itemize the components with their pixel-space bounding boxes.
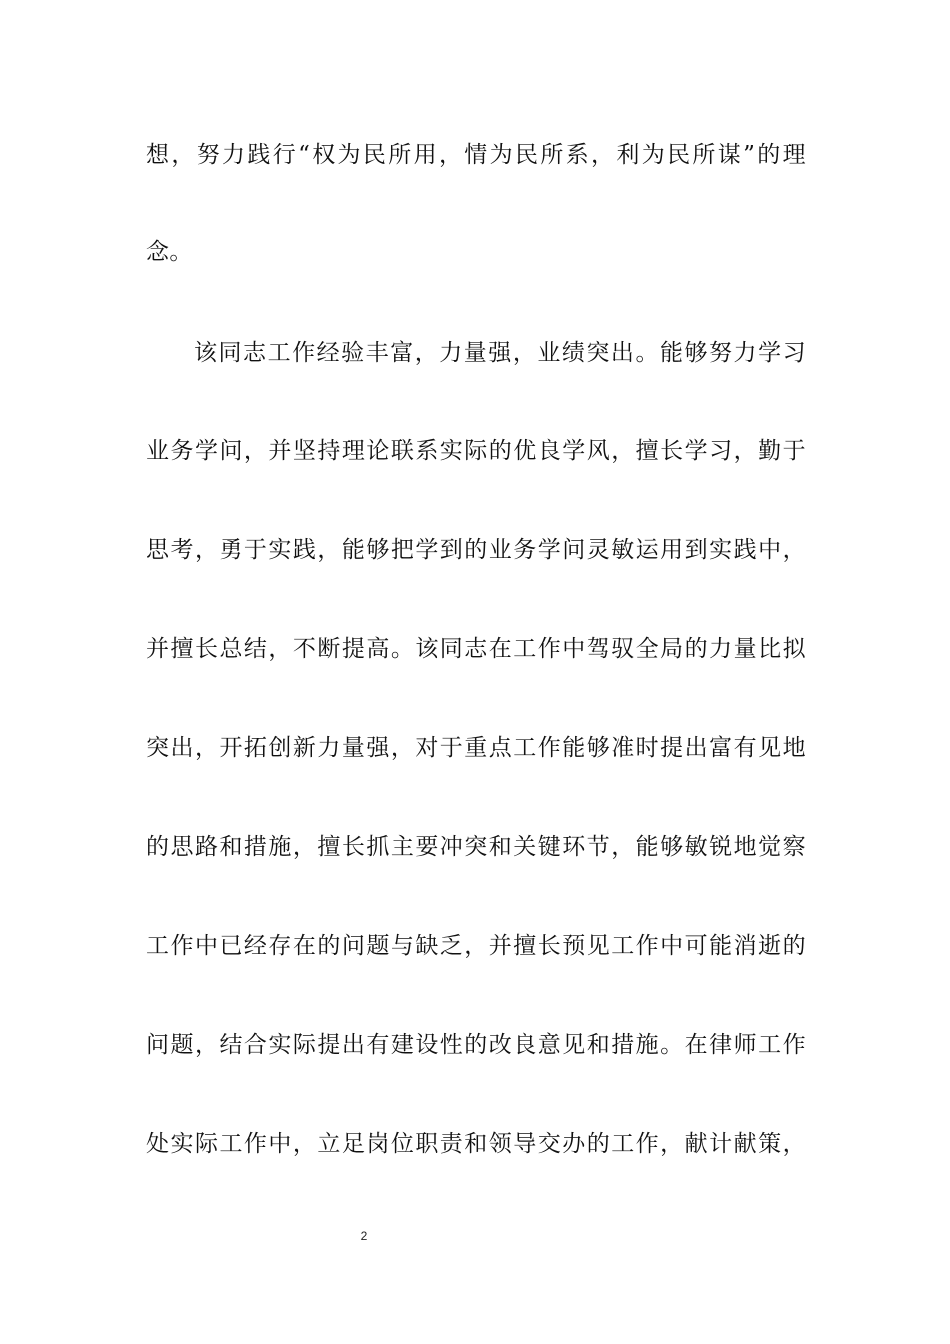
text-line-10: 问题，结合实际提出有建设性的改良意见和措施。在律师工作 [146,1032,806,1058]
text-line-9: 工作中已经存在的问题与缺乏，并擅长预见工作中可能消逝的 [146,933,806,959]
text-line-6: 并擅长总结，不断提高。该同志在工作中驾驭全局的力量比拟 [146,636,806,662]
text-line-1: 想，努力践行“权为民所用，情为民所系，利为民所谋”的理 [146,142,806,168]
text-line-8: 的思路和措施，擅长抓主要冲突和关键环节，能够敏锐地觉察 [146,834,806,860]
text-line-5: 思考，勇于实践，能够把学到的业务学问灵敏运用到实践中， [146,537,806,563]
text-line-4: 业务学问，并坚持理论联系实际的优良学风，擅长学习，勤于 [146,438,806,464]
paragraph-first-line: 该同志工作经验丰富，力量强，业绩突出。能够努力学习 [194,340,806,366]
text-line-7: 突出，开拓创新力量强，对于重点工作能够准时提出富有见地 [146,735,806,761]
text-line-2: 念。 [146,239,193,265]
text-line-11: 处实际工作中，立足岗位职责和领导交办的工作，献计献策， [146,1131,806,1157]
page-number: 2 [360,1229,368,1243]
